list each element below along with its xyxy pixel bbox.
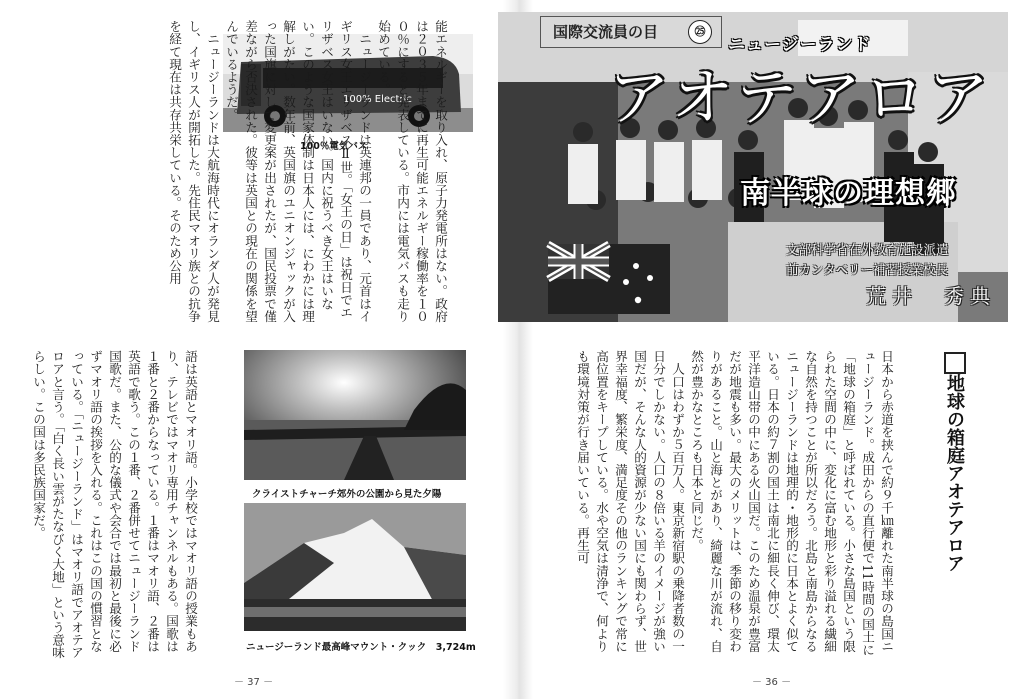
series-label: 国際交流員の目 (540, 16, 722, 48)
author-name: 荒井 秀典 (866, 284, 996, 308)
photo-park-sunset (244, 350, 466, 480)
nz-flag-icon (548, 244, 670, 314)
caption-electric-bus: 100％電気バス (300, 141, 368, 152)
bus-side-text: 100% Electric (343, 94, 412, 105)
article-subtitle: 南半球の理想郷 (740, 176, 957, 211)
left-body-bottom-text: 語は英語とマオリ語。小学校ではマオリ語の授業もあり、テレビではマオリ専用チャンネルもある。国歌は１番と２番からなっている。１番はマオリ語、２番は英語で歌う。この１番、２番併せてニュージーランド国歌だ。また、公的な儀式や会合では最初と最後に必ずマオリ語の挨拶を入れる。これはこの国の慣習となっている。「ニュージーランド」はマオリ語でアオテアロアと言う。「白く長い雲がたなびく大地」という意味らしい。この国は多民族国家だ。 (31, 350, 198, 659)
article-title: アオテアロア (608, 61, 992, 134)
caption-park-sunset: クライストチャーチ郊外の公園から見た夕陽 (252, 489, 442, 500)
left-body-top (38, 20, 488, 330)
author-role-1: 文部科学省在外教育施設派遣 (786, 242, 949, 257)
left-body-top-text: 能エネルギーを取り入れ、原子力発電所はない。政府は２０３５年までに再生可能エネルギー稼働率を１００％にすると発表している。市内には電気バスも走り始めている。 ニュージーランドは英連邦の一員であり、元首はイギリス女王エリザベスⅡ世。「女王の日」は祝日でエリザベス女王はいない。国内に祝うべき女王はいない。このような国家体制は日本人には、にわかには理解しがたい。数年前、英国旗のユニオンジャックが入った国旗に対して変更案が出されたが、国民投票で僅差ながら否決された。彼等は英国との現在の関係を望んでいるようだ。 ニュージーランドは大航海時代にオランダ人が発見し、イギリス人が開拓した。先住民マオリ族との抗争を経て現在は共存共栄している。そのため公用 (167, 20, 448, 323)
left-body-bottom (31, 350, 238, 660)
section-heading-text: 地球の箱庭アオテアロア (944, 374, 965, 572)
author-role-2: 前カンタベリー補習授業校長 (786, 262, 949, 277)
page-number-right: － 36 － (752, 677, 792, 688)
right-body-text: 日本から赤道を挟んで約９千㎞離れた南半球の島国ニュージーランド。成田からの直行便で11時間の国土に「地球の箱庭」と呼ばれている。小さな島国という限られた空間の中に、変化に富む地形と彩り溢れる繊細な自然を持つことが所以だろう。北島と南島からなるニュージーランドは地理的・地形的に日本とよく似ている。日本の約７割の国土は南北に細長く伸び、環太平洋造山帯の中にある火山国だ。このため温泉が豊富だが地震も多い。最大のメリットは、季節の移り変わりがあること。山と海とがあり、綺麗な川が流れ、自然が豊かなところも日本と同じだ。 人口はわずか５百万人。東京新宿駅の乗降者数の一日分でしかない。人口の８倍いる羊のイメージが強い国だが、そんな人的資源が少ない国にも関わらず、世界幸福度、繁栄度、満足度その他のランキングで常に高位置をキープしている。水や空気は清浄で、何よりも環境対策が行き届いている。再生可 (575, 350, 894, 656)
right-body (548, 350, 934, 660)
country-label: ニュージーランド (728, 35, 872, 55)
section-heading (940, 350, 968, 674)
page-number-left: － 37 － (234, 677, 274, 688)
photo-mount-cook (244, 503, 466, 631)
series-number: ㉕ (688, 20, 712, 44)
caption-mount-cook: ニュージーランド最高峰マウント・クック 3,724m (246, 642, 476, 653)
